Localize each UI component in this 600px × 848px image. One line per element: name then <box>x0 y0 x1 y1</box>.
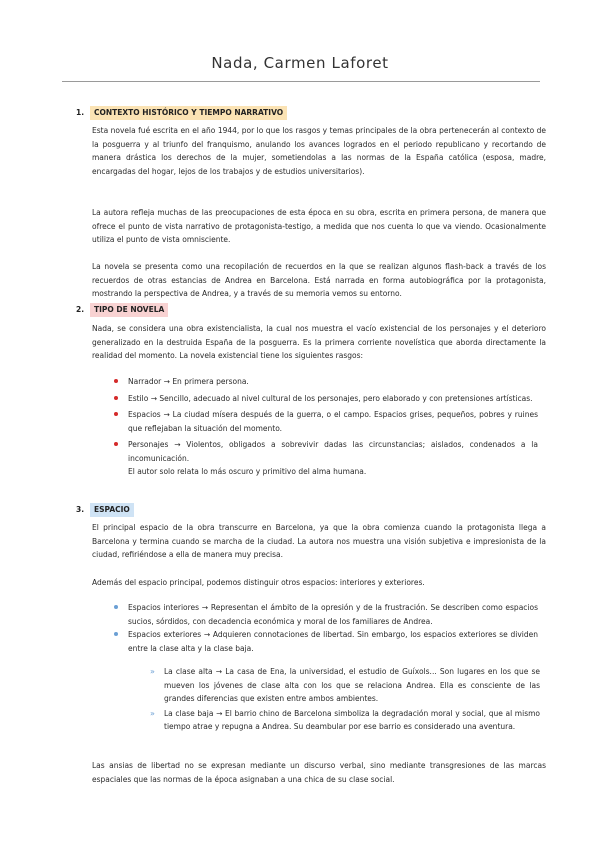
bullet-dot-icon <box>114 412 118 416</box>
section-title: TIPO DE NOVELA <box>90 303 168 317</box>
section-contexto <box>66 106 546 120</box>
section-heading <box>66 303 546 317</box>
bullet-list <box>114 601 538 655</box>
bullet-dot-icon <box>114 379 118 383</box>
list-item: Estilo → Sencillo, adecuado al nivel cultural de los personajes, pero elaborado y con pretensiones artísticas. <box>114 392 538 406</box>
list-item: » La clase alta → La casa de Ena, la universidad, el estudio de Guíxols... Son lugares en los que se mueven los jóvenes de clase alta con los que se relaciona Andrea. Ella es consciente de las grandes diferencias que existen entre ambos ambientes. <box>150 667 540 703</box>
paragraph: Esta novela fué escrita en el año 1944, por lo que los rasgos y temas principales de la obra pertenecerán al contexto de la posguerra y al triunfo del franquismo, anulando los avances logrados en el periodo republicano y recortando de manera drástica los derechos de la mujer, sometiendolas a las normas de la España católica (esposa, madre, encargadas del hogar, lejos de los trabajos y de estudios universitarios). <box>92 126 546 176</box>
chevron-right-icon: » <box>150 708 155 718</box>
section-number: 2. <box>76 305 85 314</box>
list-item: » La clase baja → El barrio chino de Barcelona simboliza la degradación moral y social, que al mismo tiempo atrae y repugna a Andrea. Su deambular por ese barrio es considerado una aventura. <box>150 708 540 731</box>
paragraph: Además del espacio principal, podemos distinguir otros espacios: interiores y exteriores. <box>92 578 425 587</box>
section-number: 1. <box>76 108 85 117</box>
list-item-note: El autor solo relata lo más oscuro y primitivo del alma humana. <box>128 467 367 476</box>
sub-bullet-list <box>150 665 540 734</box>
section-title: CONTEXTO HISTÓRICO Y TIEMPO NARRATIVO <box>90 106 287 120</box>
paragraph: La autora refleja muchas de las preocupaciones de esta época en su obra, escrita en primera persona, de manera que ofrece el punto de vista narrativo de protagonista-testigo, a medida que nos cuenta lo que va viendo. Ocasionalmente utiliza el punto de vista omnisciente. <box>92 208 546 244</box>
bullet-dot-icon <box>114 605 118 609</box>
section-heading <box>66 106 546 120</box>
bullet-dot-icon <box>114 396 118 400</box>
section-number: 3. <box>76 505 85 514</box>
bullet-dot-icon <box>114 442 118 446</box>
list-item: Personajes → Violentos, obligados a sobrevivir dadas las circunstancias; aislados, condenados a la incomunicación. <box>114 438 538 465</box>
paragraph: La novela se presenta como una recopilación de recuerdos en la que se realizan algunos flash-back a través de los recuerdos de otras estancias de Andrea en Barcelona. Está narrada en forma autobiográfica por la protagonista, mostrando la perspectiva de Andrea, y a través de su memoria vemos su entorno. <box>92 262 546 298</box>
section-heading <box>66 503 546 517</box>
chevron-right-icon: » <box>150 667 155 676</box>
paragraph: El principal espacio de la obra transcurre en Barcelona, ya que la obra comienza cuando la protagonista llega a Barcelona y termina cuando se marcha de la ciudad. La autora nos muestra una visión subjetiva e impresionista de la ciudad, refiriéndose a ella de manera muy precisa. <box>92 523 546 559</box>
list-item: Narrador → En primera persona. <box>114 375 538 389</box>
list-item: Espacios exteriores → Adquieren connotaciones de libertad. Sin embargo, los espacios exteriores se dividen entre la clase alta y la clase baja. <box>114 628 538 655</box>
section-espacio <box>66 503 546 517</box>
section-tipo-novela <box>66 303 546 317</box>
document-title: Nada, Carmen Laforet <box>211 54 389 72</box>
section-title: ESPACIO <box>90 503 134 517</box>
title-divider <box>62 81 540 82</box>
bullet-dot-icon <box>114 632 118 636</box>
list-item: Espacios interiores → Representan el ámbito de la opresión y de la frustración. Se describen como espacios sucios, sórdidos, con decadencia económica y moral de los familiares de Andrea. <box>114 601 538 628</box>
bullet-list <box>114 375 538 479</box>
paragraph: Las ansias de libertad no se expresan mediante un discurso verbal, sino mediante transgresiones de las marcas espaciales que las normas de la época asignaban a una chica de su clase social. <box>92 761 546 784</box>
paragraph: Nada, se considera una obra existencialista, la cual nos muestra el vacío existencial de los personajes y el deterioro generalizado en la destruida España de la posguerra. Es la primera corriente novelística que aborda directamente la realidad del momento. La novela existencial tiene los siguientes rasgos: <box>92 324 546 360</box>
list-item: Espacios → La ciudad mísera después de la guerra, o el campo. Espacios grises, pequeños, pobres y ruines que reflejaban la situación del momento. <box>114 408 538 435</box>
